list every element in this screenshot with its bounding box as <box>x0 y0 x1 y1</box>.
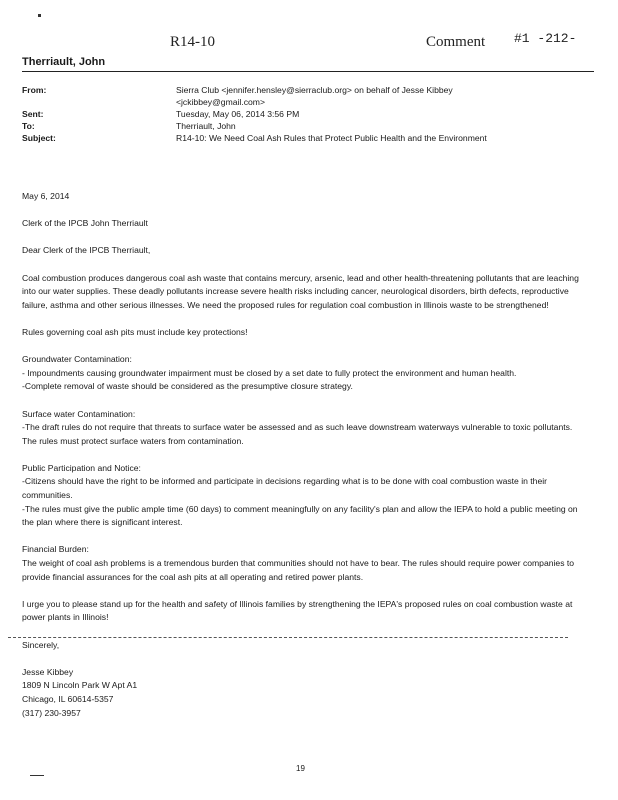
header-value: R14-10: We Need Coal Ash Rules that Protect Public Health and the Environment <box>176 133 487 143</box>
header-row-from-cont <box>22 96 602 108</box>
docket-stamp: R14-10 <box>170 34 215 50</box>
surface-water-point: -The draft rules do not require that threats to surface water be assessed and as such leave downstream waterways vulnerable to toxic pollutants. The rules must protect surface waters from contamination. <box>22 422 573 446</box>
header-label: From: <box>22 85 47 95</box>
email-header <box>22 84 602 144</box>
header-value: <jckibbey@gmail.com> <box>176 97 265 107</box>
header-row-subject <box>22 132 602 144</box>
header-label <box>22 96 176 108</box>
groundwater-heading: Groundwater Contamination: <box>22 354 132 365</box>
groundwater-point: - Impoundments causing groundwater impairment must be closed by a set date to fully protect the environment and human health. <box>22 367 517 378</box>
comment-stamp: Comment <box>426 34 486 50</box>
header-rule <box>22 71 594 72</box>
header-value: Therriault, John <box>176 121 236 131</box>
letter-salutation: Dear Clerk of the IPCB Therriault, <box>22 245 151 256</box>
intro-paragraph: Coal combustion produces dangerous coal ash waste that contains mercury, arsenic, lead and other health-threatening pollutants that are leaching into our water supplies. These deadly pollutants increase severe health risks including cancer, neurological disorders, birth defects, reproductive failure, asthma and other serious illnesses. We need the proposed rules for regulation coal combustion in Illinois waste to be strengthened! <box>22 272 579 310</box>
rules-line: Rules governing coal ash pits must include key protections! <box>22 326 248 337</box>
groundwater-point: -Complete removal of waste should be considered as the presumptive closure strategy. <box>22 381 353 392</box>
signer-name: Jesse Kibbey <box>22 666 74 677</box>
header-label: To: <box>22 121 35 131</box>
header-row-from <box>22 84 602 96</box>
public-participation-point: -Citizens should have the right to be informed and participate in decisions regarding what is to be done with coal combustion waste in their communities. <box>22 476 547 501</box>
comment-number: #1 -212- <box>514 31 577 46</box>
email-body <box>22 190 582 720</box>
scan-mark <box>30 775 44 776</box>
page-number: 19 <box>296 764 305 773</box>
signer-phone: (317) 230-3957 <box>22 707 81 718</box>
header-value: Sierra Club <jennifer.hensley@sierraclub.org> on behalf of Jesse Kibbey <box>176 85 453 95</box>
surface-water-heading: Surface water Contamination: <box>22 408 136 419</box>
letter-date: May 6, 2014 <box>22 191 70 201</box>
header-row-sent <box>22 108 602 120</box>
letter-recipient: Clerk of the IPCB John Therriault <box>22 218 148 229</box>
scan-dot <box>38 14 41 17</box>
sign-off: Sincerely, <box>22 639 60 650</box>
signature-block <box>22 666 582 720</box>
public-participation-point: -The rules must give the public ample time (60 days) to comment meaningfully on any facility's plan and allow the IEPA to hold a public meeting on the plan where there is significant interest. <box>22 503 578 528</box>
signer-address-line: Chicago, IL 60614-5357 <box>22 693 114 704</box>
financial-burden-heading: Financial Burden: <box>22 544 89 555</box>
handwritten-underline <box>8 637 568 638</box>
financial-burden-point: The weight of coal ash problems is a tremendous burden that communities should not have to bear. The rules should require power companies to provide financial assurances for the coal ash pits at all operating and retired power plants. <box>22 558 575 582</box>
header-value: Tuesday, May 06, 2014 3:56 PM <box>176 109 300 119</box>
header-label: Subject: <box>22 133 56 143</box>
header-row-to <box>22 120 602 132</box>
public-participation-heading: Public Participation and Notice: <box>22 462 141 473</box>
header-label: Sent: <box>22 109 44 119</box>
sender-title: Therriault, John <box>22 56 106 68</box>
signer-address-line: 1809 N Lincoln Park W Apt A1 <box>22 680 138 691</box>
closing-paragraph: I urge you to please stand up for the health and safety of Illinois families by strengthening the IEPA's proposed rules on coal combustion waste at power plants in Illinois! <box>22 598 573 623</box>
